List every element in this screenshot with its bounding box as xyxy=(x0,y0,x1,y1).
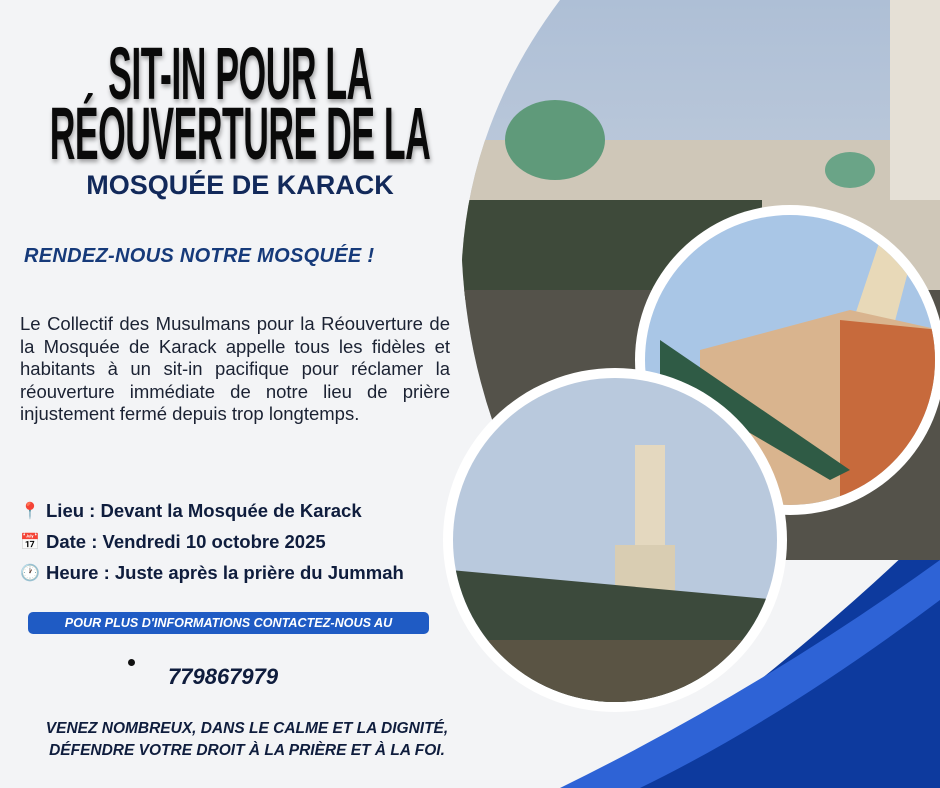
slogan: RENDEZ-NOUS NOTRE MOSQUÉE ! xyxy=(24,245,375,267)
title-line-2: RÉOUVERTURE DE LA xyxy=(49,92,431,175)
map-pin-icon: 📍 xyxy=(20,503,40,520)
closing-message xyxy=(22,718,472,762)
phone-number: 779867979 xyxy=(168,664,279,689)
clock-icon: 🕐 xyxy=(20,565,40,582)
closing-line-2: DÉFENDRE VOTRE DROIT À LA PRIÈRE ET À LA FOI. xyxy=(49,742,445,759)
detail-location xyxy=(20,500,362,522)
detail-time xyxy=(20,562,404,584)
detail-text: Date : Vendredi 10 octobre 2025 xyxy=(46,531,326,552)
closing-line-1: VENEZ NOMBREUX, DANS LE CALME ET LA DIGNITÉ, xyxy=(45,720,449,737)
calendar-icon: 📅 xyxy=(20,534,40,551)
phone-icon xyxy=(128,659,135,666)
subtitle: MOSQUÉE DE KARACK xyxy=(86,170,394,200)
body-text: Le Collectif des Musulmans pour la Réouverture de la Mosquée de Karack appelle tous les fidèles et habitants à un sit-in pacifique pour réclamer la réouverture immédiate de notre lieu de prière injustement fermé depuis trop longtemps. xyxy=(20,313,450,425)
detail-date xyxy=(20,531,326,553)
title-line-1: SIT-IN POUR LA xyxy=(108,32,372,115)
contact-banner: POUR PLUS D'INFORMATIONS CONTACTEZ-NOUS AU xyxy=(28,612,429,634)
detail-text: Heure : Juste après la prière du Jummah xyxy=(46,562,404,583)
detail-text: Lieu : Devant la Mosquée de Karack xyxy=(46,500,362,521)
